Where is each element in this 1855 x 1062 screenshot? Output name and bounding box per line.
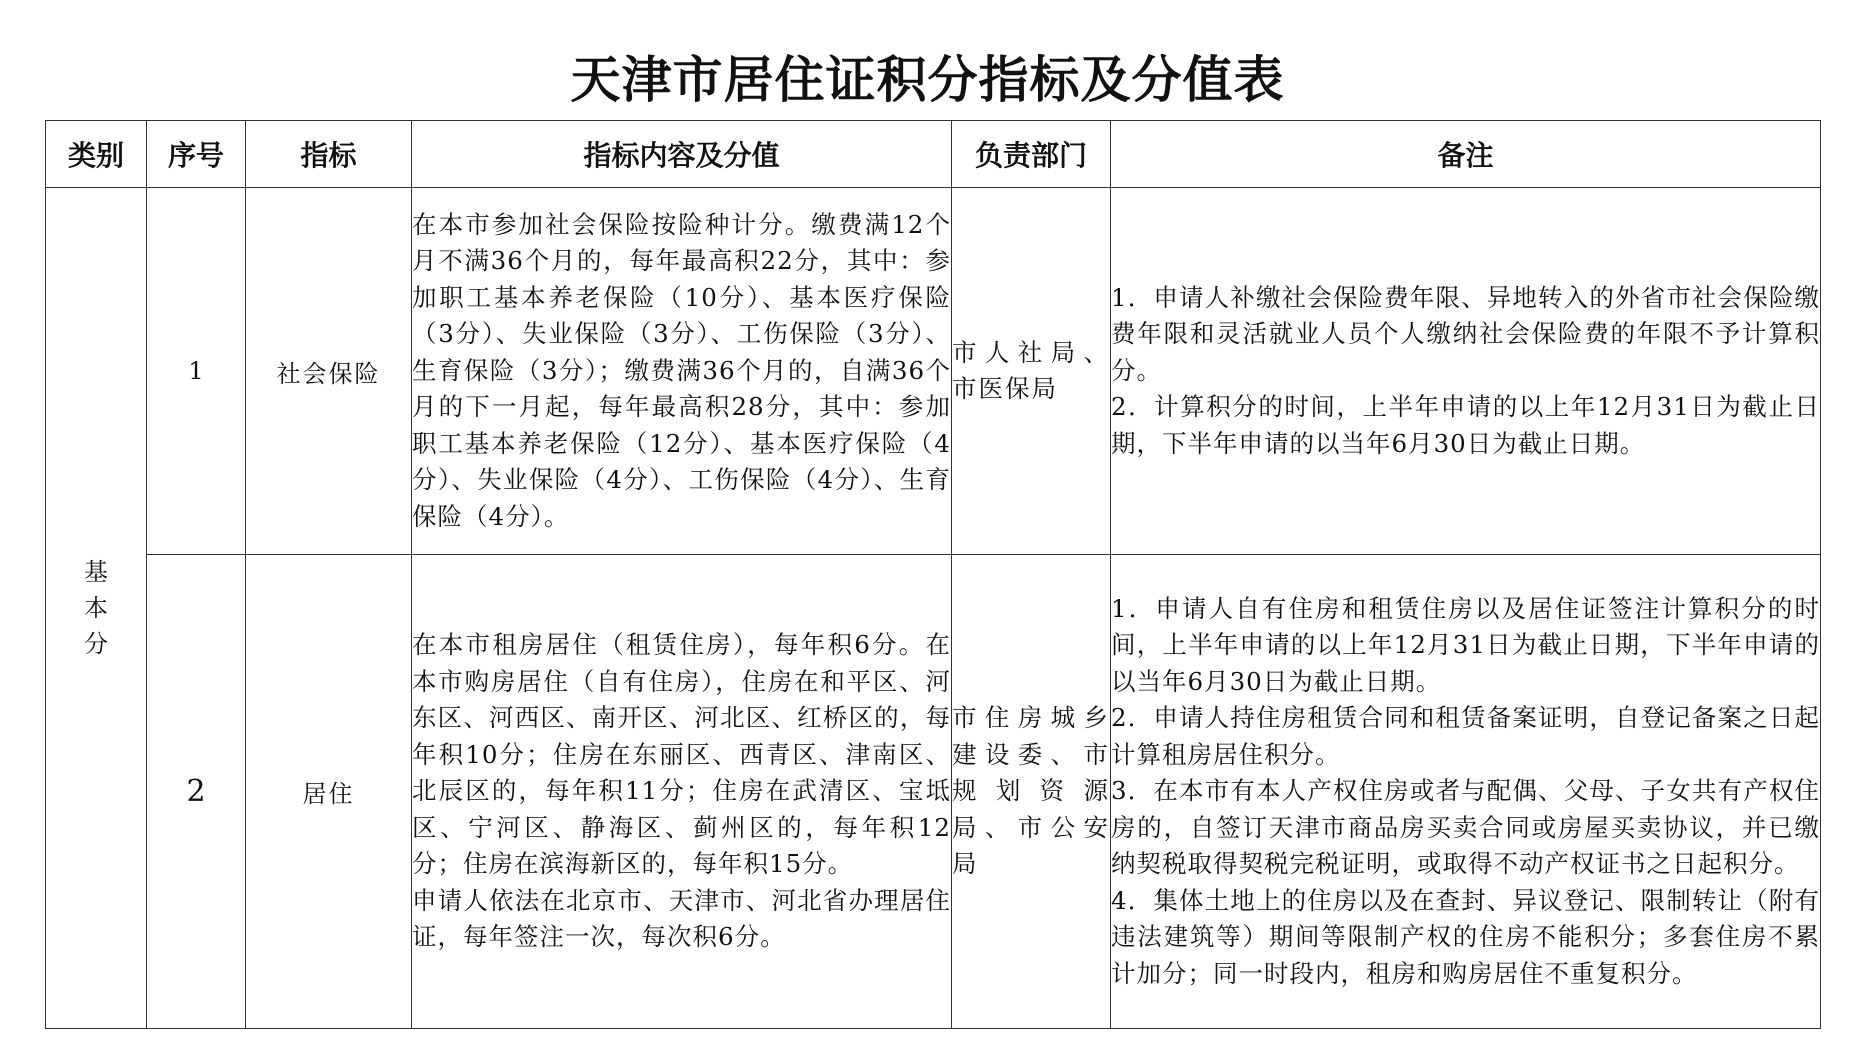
content-paragraph: 在本市租房居住（租赁住房），每年积6分。在本市购房居住（自有住房），住房在和平区、河东区、河西区、南开区、河北区、红桥区的，每年积10分；住房在东丽区、西青区、津南区、北辰区的，每年积11分；住房在武清区、宝坻区、宁河区、静海区、蓟州区的，每年积12分；住房在滨海新区的，每年积15分。 (412, 630, 951, 879)
row-number: 2 (147, 555, 246, 1029)
indicator-content (412, 555, 952, 1029)
note-item: 2．申请人持住房租赁合同和租赁备案证明，自登记备案之日起计算租房居住积分。 (1111, 703, 1820, 769)
content-paragraph: 在本市参加社会保险按险种计分。缴费满12个月不满36个月的，每年最高积22分，其中：参加职工基本养老保险（10分）、基本医疗保险（3分）、失业保险（3分）、工伤保险（3分）、生育保险（3分）；缴费满36个月的，自满36个月的下一月起，每年最高积28分，其中：参加职工基本养老保险（12分）、基本医疗保险（4分）、失业保险（4分）、工伤保险（4分）、生育保险（4分）。 (412, 209, 951, 531)
note-item: 3．在本市有本人产权住房或者与配偶、父母、子女共有产权住房的，自签订天津市商品房买卖合同或房屋买卖协议，并已缴纳契税取得契税完税证明，或取得不动产权证书之日起积分。 (1111, 776, 1820, 879)
category-char: 分 (84, 630, 108, 658)
row-number: 1 (147, 188, 246, 555)
indicator-content (412, 188, 952, 555)
content-paragraph: 申请人依法在北京市、天津市、河北省办理居住证，每年签注一次，每次积6分。 (412, 885, 951, 952)
note-item: 1．申请人补缴社会保险费年限、异地转入的外省市社会保险缴费年限和灵活就业人员个人缴纳社会保险费的年限不予计算积分。 (1111, 282, 1820, 385)
category-char: 本 (84, 594, 108, 622)
notes-cell (1111, 555, 1821, 1029)
header-category: 类别 (46, 121, 147, 188)
category-cell (46, 188, 147, 1029)
note-item: 4．集体土地上的住房以及在查封、异议登记、限制转让（附有违法建筑等）期间等限制产权的住房不能积分；多套住房不累计加分；同一时段内，租房和购房居住不重复积分。 (1111, 885, 1820, 988)
note-item: 2．计算积分的时间，上半年申请的以上年12月31日为截止日期，下半年申请的以当年6月30日为截止日期。 (1111, 392, 1820, 458)
department-text: 市住房城乡建设委、市规划资源局、市公安局 (952, 703, 1110, 879)
table-row (46, 188, 1821, 555)
table-row (46, 555, 1821, 1029)
department-cell (952, 555, 1111, 1029)
indicator-name: 居住 (246, 555, 412, 1029)
header-row (46, 121, 1821, 188)
header-notes: 备注 (1111, 121, 1821, 188)
score-table (45, 120, 1821, 1029)
header-indicator: 指标 (246, 121, 412, 188)
note-item: 1．申请人自有住房和租赁住房以及居住证签注计算积分的时间，上半年申请的以上年12月31日为截止日期，下半年申请的以当年6月30日为截止日期。 (1111, 593, 1820, 696)
header-department: 负责部门 (952, 121, 1111, 188)
indicator-name: 社会保险 (246, 188, 412, 555)
page-title: 天津市居住证积分指标及分值表 (570, 51, 1285, 109)
department-cell (952, 188, 1111, 555)
header-content: 指标内容及分值 (412, 121, 952, 188)
notes-cell (1111, 188, 1821, 555)
category-char: 基 (84, 558, 108, 586)
department-text: 市人社局、市医保局 (952, 337, 1110, 403)
header-number: 序号 (147, 121, 246, 188)
